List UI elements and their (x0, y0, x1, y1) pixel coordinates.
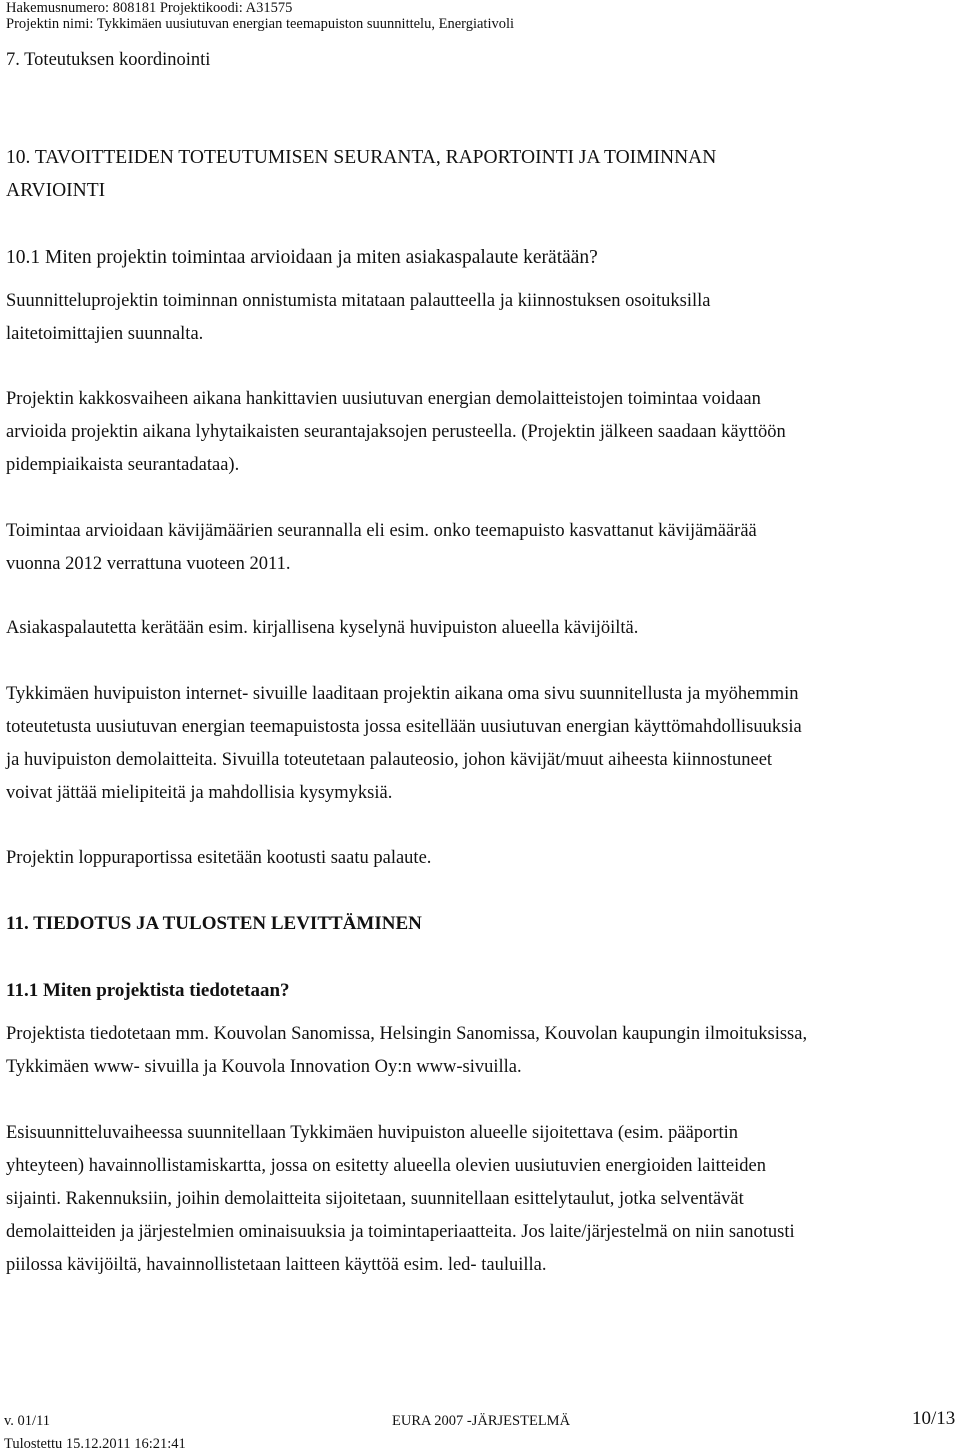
section-11-1-heading: 11.1 Miten projektista tiedotetaan? (6, 980, 290, 1001)
paragraph-line: Projektin loppuraportissa esitetään kootusti saatu palaute. (6, 848, 432, 868)
paragraph-line: laitetoimittajien suunnalta. (6, 324, 204, 344)
paragraph-line: pidempiaikaista seurantadataa). (6, 455, 240, 475)
paragraph-line: yhteyteen) havainnollistamiskartta, jossa on esitetty alueella olevien uusiutuvien energioiden laitteiden (6, 1156, 766, 1176)
section-10-heading-line-2: ARVIOINTI (6, 180, 106, 201)
paragraph-line: demolaitteiden ja järjestelmien ominaisuuksia ja toimintaperiaatteita. Jos laite/järjestelmä on niin sanotusti (6, 1222, 795, 1242)
footer-version: v. 01/11 (4, 1413, 51, 1429)
paragraph-line: Tykkimäen www- sivuilla ja Kouvola Innovation Oy:n www-sivuilla. (6, 1057, 522, 1077)
footer-system: EURA 2007 -JÄRJESTELMÄ (392, 1413, 571, 1429)
paragraph-line: Toimintaa arvioidaan kävijämäärien seurannalla eli esim. onko teemapuisto kasvattanut kävijämäärää (6, 521, 757, 541)
footer-print-timestamp: Tulostettu 15.12.2011 16:21:41 (4, 1436, 186, 1452)
paragraph-line: toteutetusta uusiutuvan energian teemapuistosta jossa esitellään uusiutuvan energian käyttömahdollisuuksia (6, 717, 802, 737)
paragraph-line: Projektista tiedotetaan mm. Kouvolan Sanomissa, Helsingin Sanomissa, Kouvolan kaupungin ilmoituksissa, (6, 1024, 808, 1044)
footer-page-number: 10/13 (912, 1408, 956, 1429)
paragraph-line: Suunnitteluprojektin toiminnan onnistumista mitataan palautteella ja kiinnostuksen osoituksilla (6, 291, 711, 311)
header-line-1: Hakemusnumero: 808181 Projektikoodi: A31575 (6, 0, 293, 16)
section-11-heading: 11. TIEDOTUS JA TULOSTEN LEVITTÄMINEN (6, 913, 422, 934)
paragraph-line: Tykkimäen huvipuiston internet- sivuille laaditaan projektin aikana oma sivu suunnitellusta ja myöhemmin (6, 684, 799, 704)
paragraph-line: Asiakaspalautetta kerätään esim. kirjallisena kyselynä huvipuiston alueella kävijöiltä. (6, 618, 639, 638)
section-10-1-heading: 10.1 Miten projektin toimintaa arvioidaan ja miten asiakaspalaute kerätään? (6, 247, 598, 268)
paragraph-line: Projektin kakkosvaiheen aikana hankittavien uusiutuvan energian demolaitteistojen toimintaa voidaan (6, 389, 761, 409)
section-10-heading-line-1: 10. TAVOITTEIDEN TOTEUTUMISEN SEURANTA, RAPORTOINTI JA TOIMINNAN (6, 147, 717, 168)
header-line-2: Projektin nimi: Tykkimäen uusiutuvan energian teemapuiston suunnittelu, Energiativoli (6, 16, 515, 32)
paragraph-line: piilossa kävijöiltä, havainnollistetaan laitteen käyttöä esim. led- tauluilla. (6, 1255, 547, 1275)
paragraph-line: arvioida projektin aikana lyhytaikaisten seurantajaksojen perusteella. (Projektin jälkeen saadaan käyttöön (6, 422, 786, 442)
section-7-heading: 7. Toteutuksen koordinointi (6, 50, 211, 70)
paragraph-line: vuonna 2012 verrattuna vuoteen 2011. (6, 554, 291, 574)
paragraph-line: ja huvipuiston demolaitteita. Sivuilla toteutetaan palauteosio, johon kävijät/muut aiheesta kiinnostuneet (6, 750, 773, 770)
paragraph-line: voivat jättää mielipiteitä ja mahdollisia kysymyksiä. (6, 783, 393, 803)
paragraph-line: sijainti. Rakennuksiin, joihin demolaitteita sijoitetaan, suunnitellaan esittelytaulut, jotka selventävät (6, 1189, 744, 1209)
paragraph-line: Esisuunnitteluvaiheessa suunnitellaan Tykkimäen huvipuiston alueelle sijoitettava (esim. pääportin (6, 1123, 739, 1143)
